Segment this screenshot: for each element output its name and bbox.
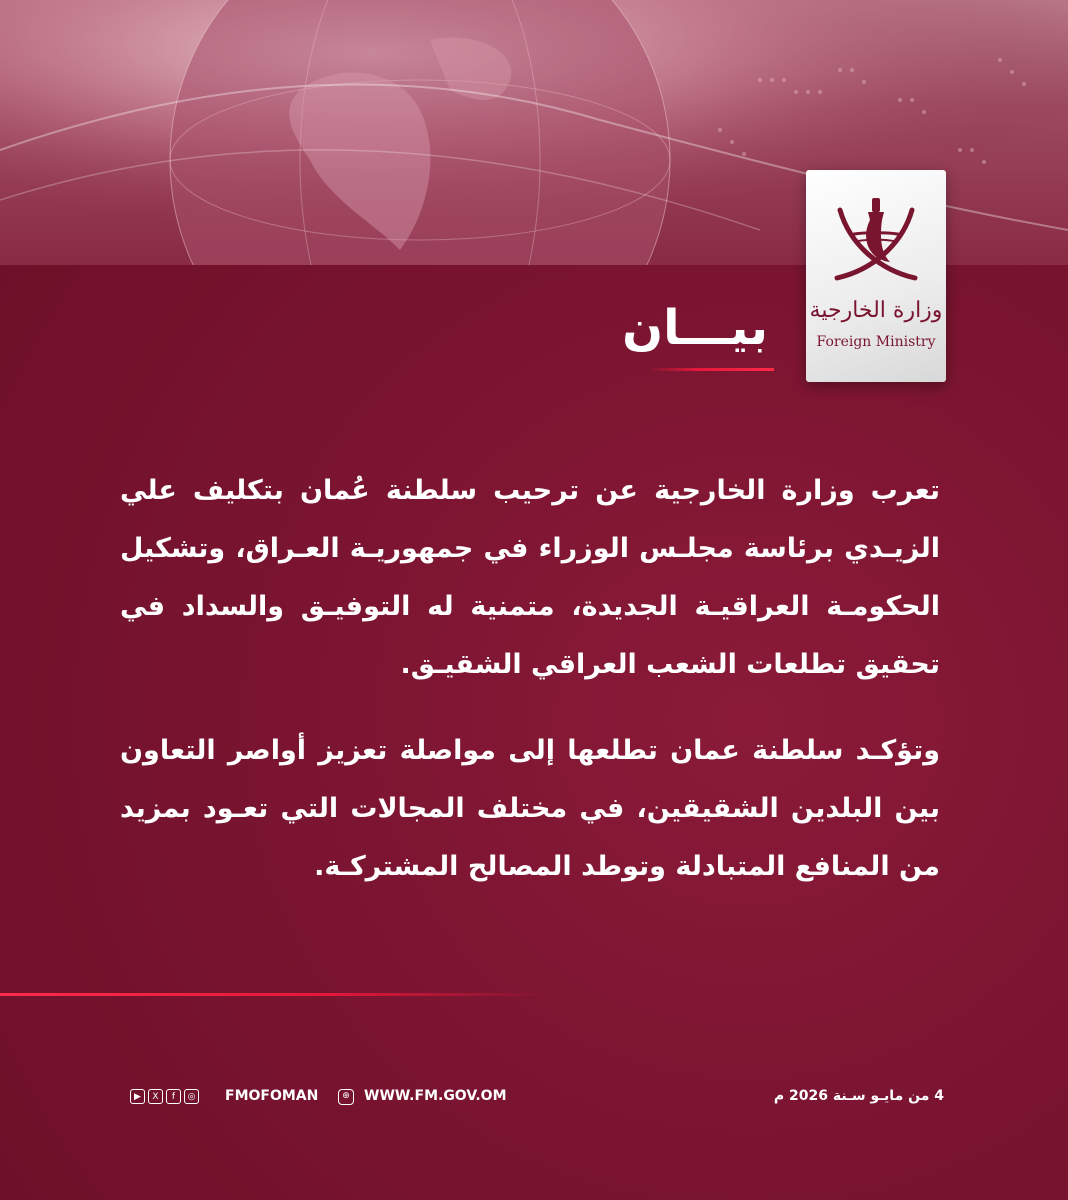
globe-icon: ⊕ [338,1089,354,1105]
page-title: بيـــان [622,300,768,356]
logo-english-text: Foreign Ministry [816,334,936,350]
social-handle[interactable]: FMOFOMAN [225,1088,319,1104]
foreign-ministry-logo [806,170,946,382]
youtube-icon[interactable]: ▶ [130,1089,145,1104]
oman-emblem-icon [830,190,922,290]
website-link[interactable]: WWW.FM.GOV.OM [364,1088,507,1104]
instagram-icon[interactable]: ◎ [184,1089,199,1104]
logo-arabic-text: وزارة الخارجية [809,298,943,323]
social-icons [130,1089,199,1104]
publish-date: 4 من مايـو سـنة 2026 م [773,1088,944,1104]
statement-paragraph-2: وتؤكـد سلطنة عمان تطلعها إلى مواصلة تعزيز أواصر التعاون بين البلدين الشقيقين، في مختلف المجالات التي تعـود بمزيد من المنافع المتبادلة وتوطد المصالح المشتركـة. [120,735,940,882]
title-underline [646,368,774,371]
x-icon[interactable]: X [148,1089,163,1104]
statement-paragraph-1: تعرب وزارة الخارجية عن ترحيب سلطنة عُمان بتكليف علي الزيـدي برئاسة مجلـس الوزراء في جمهوريـة العـراق، وتشكيل الحكومـة العراقيـة الجديدة، متمنية له التوفيـق والسداد في تحقيق تطلعات الشعب العراقي الشقيـق. [120,475,940,680]
facebook-icon[interactable]: f [166,1089,181,1104]
footer-divider [0,993,548,996]
